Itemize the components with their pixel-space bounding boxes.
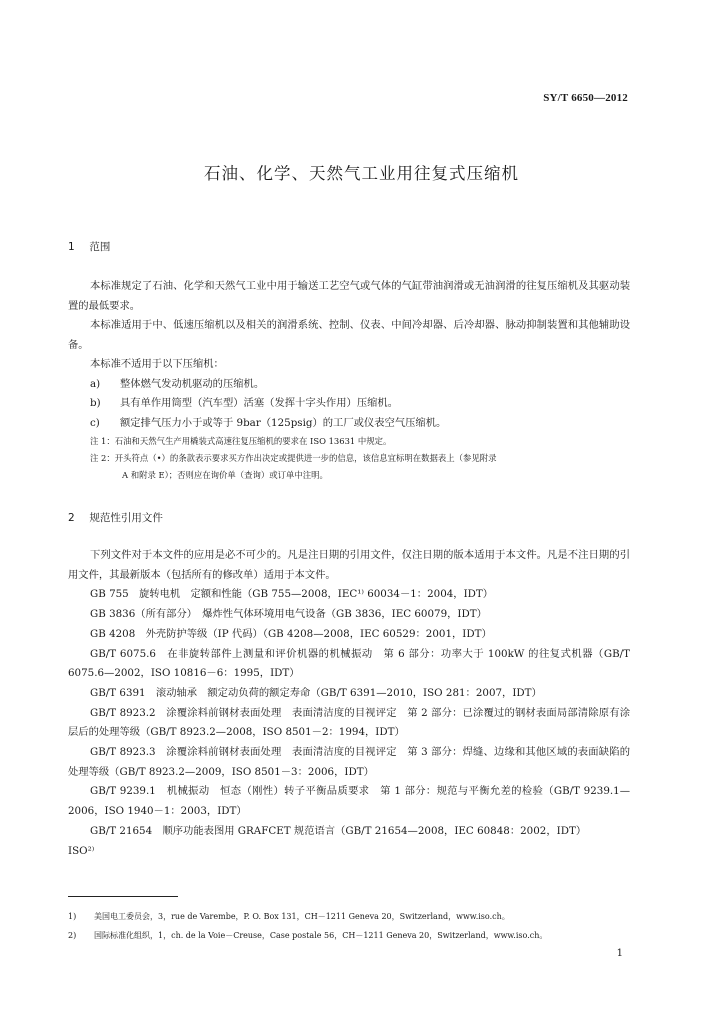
- reference-item: ISO²⁾: [68, 844, 95, 857]
- list-text: 具有单作用筒型（汽车型）活塞（发挥十字头作用）压缩机。: [120, 397, 399, 409]
- note-2: 注 2：开头符点（•）的条款表示要求买方作出决定或提供进一步的信息，该信息宜标明在数据表上（参见附录: [90, 453, 497, 463]
- list-item: [68, 414, 630, 434]
- footnote-text: 国际标准化组织，1，ch. de la Voie－Creuse，Case postale 56，CH－1211 Geneva 20，Switzerland，www.iso.ch。: [94, 931, 548, 940]
- note-2-continued: A 和附录 E）；否则应在询价单（查询）或订单中注明。: [122, 470, 328, 480]
- list-text: 额定排气压力小于或等于 9bar（125psig）的工厂或仪表空气压缩机。: [120, 416, 447, 429]
- section-title: 规范性引用文件: [89, 512, 163, 524]
- list-item: [68, 394, 630, 414]
- section-1-body: [68, 277, 630, 484]
- page-number: 1: [616, 948, 623, 959]
- reference-item: GB/T 21654 顺序功能表图用 GRAFCET 规范语言（GB/T 21654—2008，IEC 60848：2002，IDT）: [90, 824, 587, 837]
- list-label: c): [90, 416, 100, 429]
- standard-number: SY/T 6650—2012: [543, 92, 628, 104]
- reference-item: GB/T 6391 滚动轴承 额定动负荷的额定寿命（GB/T 6391—2010，ISO 281：2007，IDT）: [90, 686, 542, 699]
- section-number: 2: [68, 512, 75, 524]
- document-title: 石油、化学、天然气工业用往复式压缩机: [204, 164, 519, 183]
- section-2-body: [68, 546, 630, 861]
- list-label: b): [90, 397, 101, 409]
- section-1-heading: [68, 239, 110, 254]
- note-1: 注 1：石油和天然气生产用橇装式高速往复压缩机的要求在 ISO 13631 中规定。: [90, 436, 392, 446]
- reference-item: GB/T 9239.1 机械振动 恒态（刚性）转子平衡品质要求 第 1 部分：规范与平衡允差的检验（GB/T 9239.1—2006，ISO 1940－1：2003，IDT）: [68, 785, 630, 818]
- reference-item: GB/T 6075.6 在非旋转部件上测量和评价机器的机械振动 第 6 部分：功率大于 100kW 的往复式机器（GB/T 6075.6—2002，ISO 10816－6：1995，IDT）: [68, 647, 630, 680]
- reference-item: GB 3836（所有部分） 爆炸性气体环境用电气设备（GB 3836，IEC 60079，IDT）: [90, 608, 487, 621]
- footnote-mark: 1): [68, 912, 77, 921]
- reference-item: GB 755 旋转电机 定额和性能（GB 755—2008，IEC¹⁾ 60034－1：2004，IDT）: [90, 588, 494, 601]
- footnote: [68, 910, 638, 924]
- list-item: [68, 375, 630, 395]
- section-number: 1: [68, 241, 75, 253]
- section-2-heading: [68, 510, 163, 525]
- section-title: 范围: [89, 241, 111, 253]
- reference-item: GB/T 8923.2 涂覆涂料前钢材表面处理 表面清洁度的目视评定 第 2 部分：已涂覆过的钢材表面局部清除原有涂层后的处理等级（GB/T 8923.2—2008，ISO 8501－2：1994，IDT）: [68, 706, 630, 739]
- footnote-mark: 2): [68, 931, 77, 940]
- paragraph: 本标准不适用于以下压缩机：: [90, 358, 224, 370]
- paragraph: 本标准适用于中、低速压缩机以及相关的润滑系统、控制、仪表、中间冷却器、后冷却器、脉动抑制装置和其他辅助设备。: [68, 319, 630, 351]
- paragraph: 下列文件对于本文件的应用是必不可少的。凡是注日期的引用文件，仅注日期的版本适用于本文件。凡是不注日期的引用文件，其最新版本（包括所有的修改单）适用于本文件。: [68, 549, 630, 581]
- list-label: a): [90, 377, 101, 390]
- paragraph: 本标准规定了石油、化学和天然气工业中用于输送工艺空气或气体的气缸带油润滑或无油润滑的往复压缩机及其驱动装置的最低要求。: [68, 280, 630, 312]
- list-text: 整体燃气发动机驱动的压缩机。: [120, 377, 265, 390]
- reference-item: GB 4208 外壳防护等级（IP 代码）（GB 4208—2008，IEC 60529：2001，IDT）: [90, 627, 492, 640]
- reference-item: GB/T 8923.3 涂覆涂料前钢材表面处理 表面清洁度的目视评定 第 3 部分：焊缝、边缘和其他区域的表面缺陷的处理等级（GB/T 8923.2—2009，ISO 8501－3：2006，IDT）: [68, 746, 630, 778]
- footnote: [68, 929, 638, 943]
- footnote-divider: [68, 896, 178, 897]
- footnote-text: 美国电工委员会，3，rue de Varembe，P. O. Box 131，CH－1211 Geneva 20，Switzerland，www.iso.ch。: [94, 912, 510, 921]
